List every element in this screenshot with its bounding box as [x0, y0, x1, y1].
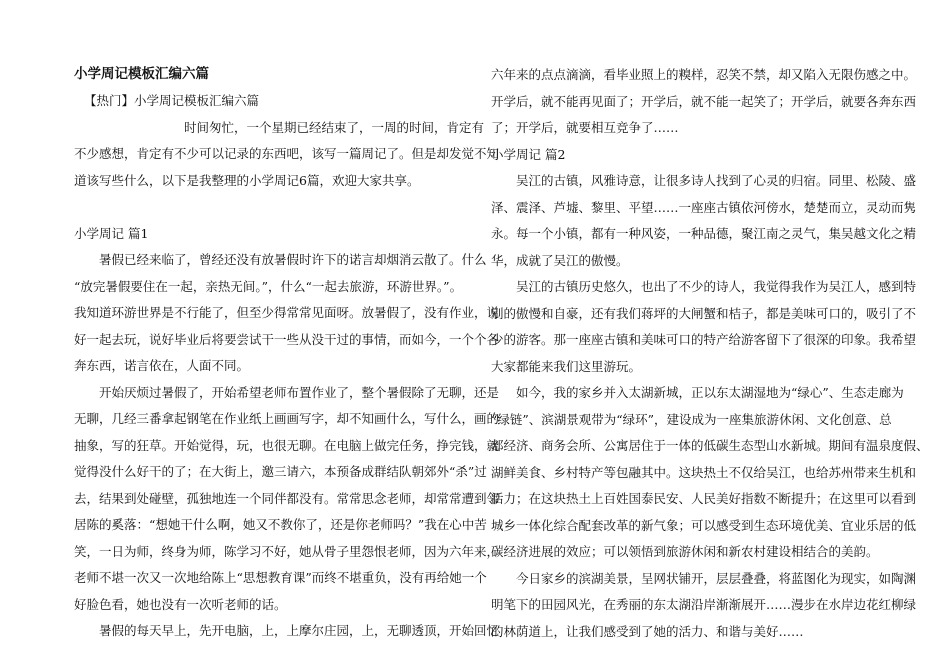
text-line: 少的游客。那一座座古镇和美味可口的特产给游客留下了很深的印象。我希望	[491, 332, 917, 347]
text-line: 城乡一体化综合配套改革的新气象；可以感受到生态环境优美、宜业乐居的低	[491, 517, 917, 533]
text-line: 不少感想，肯定有不少可以记录的东西吧，该写一篇周记了。但是却发觉不知	[74, 146, 500, 161]
text-line: 觉得没什么好干的了；在大街上，邀三请六，本预备成群结队朝郊外“杀”过	[74, 464, 487, 479]
text-line: 我知道环游世界是不行能了，但至少得常常见面呀。放暑假了，没有作业，说	[74, 305, 500, 320]
text-line: 活力；在这块热土上百姓国泰民安、人民美好指数不断提升；在这里可以看到	[491, 491, 917, 506]
left-column	[74, 62, 500, 645]
text-line: 湖鲜美食、乡村特产等包融其中。这块热土不仅给吴江，也给苏州带来生机和	[491, 464, 917, 480]
text-line: 永。每一个小镇，都有一种风姿，一种品德，聚江南之灵气，集吴越文化之精	[491, 226, 917, 241]
text-line: 好一起去玩，说好毕业后将要尝试干一些从没干过的事情，而如今，一个个各	[74, 331, 500, 347]
text-line: 部经济、商务会所、公寓居住于一体的低碳生态型山水新城。期间有温泉度假、	[491, 438, 929, 453]
text-line: 无聊，几经三番拿起钢笔在作业纸上画画写字，却不知画什么，写什么，画的	[74, 411, 500, 426]
text-line: 笑，一日为师，终身为师，陈学习不好，她从骨子里怨恨老师，因为六年来，	[74, 543, 500, 559]
text-line: 别的傲慢和自豪，还有我们蒋坪的大闸蟹和桔子，都是美味可口的，吸引了不	[491, 305, 917, 321]
right-column-text	[491, 62, 929, 645]
text-line: “放完暑假要住在一起，亲热无间。”，什么“一起去旅游，环游世界。”。	[74, 278, 463, 294]
text-line: “绿链”、滨湖景观带为“绿环”，建设成为一座集旅游休闲、文化创意、总	[491, 411, 892, 427]
text-line: 碳经济进展的效应；可以领悟到旅游休闲和新农村建设相结合的美韵。	[491, 544, 879, 559]
text-line: 六年来的点点滴滴，看毕业照上的糗样，忍笑不禁，却又陷入无限伤感之中。	[491, 67, 917, 82]
text-line: 小学周记 篇1	[74, 225, 149, 241]
text-line: 华，成就了吴江的傲慢。	[491, 252, 629, 268]
text-line: 好脸色看，她也没有一次听老师的话。	[74, 596, 287, 612]
text-line: 了；开学后，就要相互竞争了……	[491, 120, 679, 135]
text-line: 暑假的每天早上，先开电脑，上，上摩尔庄园，上，无聊透顶，开始回忆	[99, 623, 500, 638]
text-line: 吴江的古镇，风雅诗意，让很多诗人找到了心灵的归宿。同里、松陵、盛	[516, 173, 917, 188]
text-line: 时间匆忙，一个星期已经结束了，一周的时间，肯定有	[184, 119, 485, 135]
text-line: 的林荫道上，让我们感受到了她的活力、和谐与美好……	[491, 623, 804, 639]
text-line: 居陈的奚落：“想她干什么啊，她又不教你了，还是你老师吗？”我在心中苦	[74, 517, 487, 532]
text-line: 暑假已经来临了，曾经还没有放暑假时许下的诺言却烟消云散了。什么	[99, 252, 487, 267]
text-line: 泽、震泽、芦墟、黎里、平望……一座座古镇依河傍水，楚楚而立，灵动而隽	[491, 199, 917, 215]
blank-line	[74, 194, 458, 221]
text-line: 小学周记 篇2	[491, 146, 566, 162]
text-line: 去，结果到处碰壁，孤独地连一个同伴都没有。常常思念老师，却常常遭到邻	[74, 490, 500, 506]
text-line: 大家都能来我们这里游玩。	[491, 358, 642, 374]
text-line: 奔东西，诺言依在，人面不同。	[74, 358, 250, 373]
document-title: 小学周记模板汇编六篇	[74, 66, 209, 82]
left-column-text	[74, 88, 500, 645]
right-column	[491, 62, 929, 645]
text-line: 如今，我的家乡并入太湖新城，正以东太湖湿地为“绿心”、生态走廊为	[516, 385, 904, 400]
text-line: 今日家乡的滨湖美景，呈网状铺开，层层叠叠，将蓝图化为现实，如陶渊	[516, 570, 917, 586]
text-line: 【热门】小学周记模板汇编六篇	[84, 93, 260, 108]
text-line: 明笔下的田园风光，在秀丽的东太湖沿岸渐渐展开……漫步在水岸边花红柳绿	[491, 597, 917, 612]
text-line: 开始厌烦过暑假了，开始希望老师布置作业了，整个暑假除了无聊，还是	[99, 384, 500, 400]
text-line: 老师不堪一次又一次地给陈上“思想教育课”而终不堪重负，没有再给她一个	[74, 570, 487, 585]
text-line: 抽象，写的狂草。开始觉得，玩，也很无聊。在电脑上做完任务，挣完钱，就	[74, 437, 500, 453]
text-line: 道该写些什么，以下是我整理的小学周记6篇，欢迎大家共享。	[74, 172, 420, 188]
text-line: 吴江的古镇历史悠久，也出了不少的诗人，我觉得我作为吴江人，感到特	[516, 279, 917, 294]
text-line: 开学后，就不能再见面了；开学后，就不能一起笑了；开学后，就要各奔东西	[491, 93, 917, 109]
